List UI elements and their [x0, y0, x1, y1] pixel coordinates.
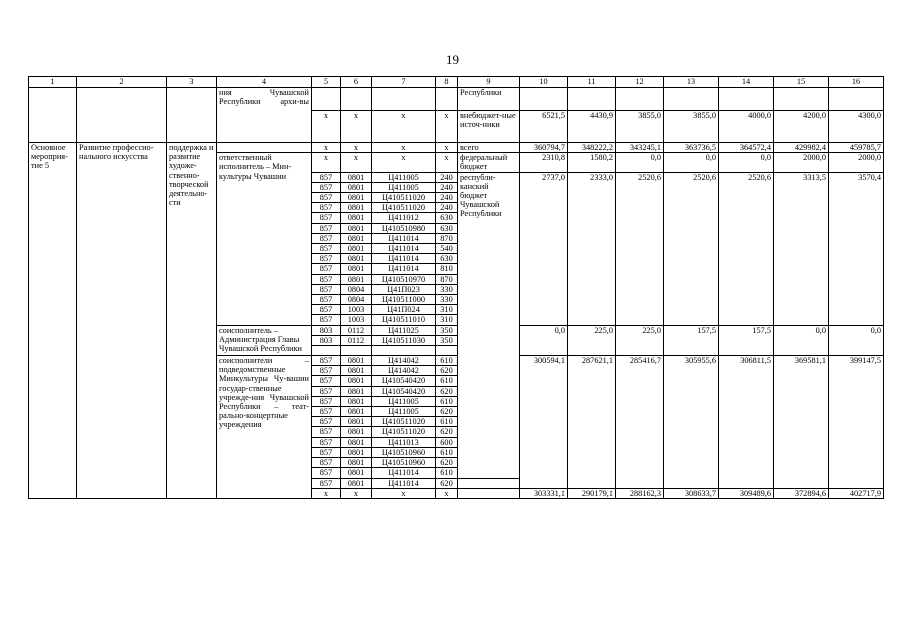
code-cell: 870 [436, 274, 458, 284]
code-cell: 857 [312, 223, 341, 233]
table-cell [719, 88, 774, 111]
source-cell: федеральный бюджет [458, 153, 520, 172]
amount-cell: 364572,4 [719, 143, 774, 153]
code-cell: Ц410510960 [372, 447, 436, 457]
amount-cell: 0,0 [774, 325, 829, 355]
table-header-row [29, 77, 884, 88]
code-cell: Ц41П024 [372, 305, 436, 315]
amount-cell: 309489,6 [719, 488, 774, 498]
code-cell: 857 [312, 274, 341, 284]
code-cell: 857 [312, 182, 341, 192]
code-cell: x [436, 153, 458, 172]
code-cell: 610 [436, 396, 458, 406]
code-cell: 610 [436, 356, 458, 366]
code-cell: 0801 [341, 468, 372, 478]
column-number: 13 [664, 77, 719, 88]
code-cell: 0801 [341, 366, 372, 376]
code-cell: 630 [436, 213, 458, 223]
amount-cell: 459785,7 [829, 143, 884, 153]
table-cell [341, 88, 372, 111]
code-cell: 0112 [341, 325, 372, 335]
column-number: 16 [829, 77, 884, 88]
code-cell: 857 [312, 213, 341, 223]
code-cell: 310 [436, 315, 458, 325]
amount-cell: 2520,6 [719, 172, 774, 325]
column-number: 10 [520, 77, 568, 88]
code-cell: x [372, 153, 436, 172]
code-cell: Ц411014 [372, 244, 436, 254]
amount-cell: 2520,6 [664, 172, 719, 325]
amount-cell: 372894,6 [774, 488, 829, 498]
code-cell: Ц411013 [372, 437, 436, 447]
amount-cell: 2333,0 [568, 172, 616, 325]
executor-cell: ответственный исполнитель – Мин-культуры Чувашии [217, 153, 312, 325]
amount-cell: 4200,0 [774, 111, 829, 143]
code-cell: 803 [312, 325, 341, 335]
amount-cell: 343245,1 [616, 143, 664, 153]
amount-cell: 285416,7 [616, 356, 664, 489]
code-cell: x [341, 153, 372, 172]
code-cell: 620 [436, 427, 458, 437]
code-cell: 857 [312, 427, 341, 437]
code-cell: 0801 [341, 478, 372, 488]
code-cell: 0801 [341, 213, 372, 223]
code-cell: 857 [312, 264, 341, 274]
code-cell: 0801 [341, 396, 372, 406]
amount-cell: 2000,0 [829, 153, 884, 172]
column-number: 1 [29, 77, 77, 88]
code-cell: 620 [436, 407, 458, 417]
code-cell: 857 [312, 417, 341, 427]
table-cell [774, 88, 829, 111]
code-cell: x [436, 488, 458, 498]
amount-cell: 0,0 [719, 153, 774, 172]
code-cell: 0801 [341, 264, 372, 274]
code-cell: Ц411014 [372, 233, 436, 243]
code-cell: 0801 [341, 193, 372, 203]
source-cell: Республики [458, 88, 520, 111]
code-cell: 857 [312, 407, 341, 417]
code-cell: x [312, 153, 341, 172]
code-cell: Ц414042 [372, 366, 436, 376]
code-cell: 540 [436, 244, 458, 254]
amount-cell: 6521,5 [520, 111, 568, 143]
code-cell: 240 [436, 203, 458, 213]
table-cell [217, 143, 312, 153]
amount-cell: 2737,0 [520, 172, 568, 325]
amount-cell: 2310,8 [520, 153, 568, 172]
source-cell: всего [458, 143, 520, 153]
amount-cell: 157,5 [719, 325, 774, 355]
amount-cell: 348222,2 [568, 143, 616, 153]
code-cell: Ц410511020 [372, 193, 436, 203]
code-cell: 857 [312, 458, 341, 468]
code-cell: 0801 [341, 427, 372, 437]
table-cell [77, 88, 167, 143]
amount-cell: 2520,6 [616, 172, 664, 325]
column-number: 15 [774, 77, 829, 88]
code-cell: Ц410511010 [372, 315, 436, 325]
code-cell: Ц410511000 [372, 295, 436, 305]
amount-cell: 2000,0 [774, 153, 829, 172]
amount-cell: 4430,9 [568, 111, 616, 143]
code-cell: Ц411005 [372, 172, 436, 182]
amount-cell: 0,0 [664, 153, 719, 172]
code-cell: 0801 [341, 233, 372, 243]
code-cell: 0801 [341, 386, 372, 396]
column-number: 8 [436, 77, 458, 88]
code-cell: 857 [312, 193, 341, 203]
code-cell: 0801 [341, 223, 372, 233]
code-cell: 857 [312, 376, 341, 386]
amount-cell: 399147,5 [829, 356, 884, 489]
code-cell: 810 [436, 264, 458, 274]
table-cell [312, 346, 341, 356]
code-cell: 870 [436, 233, 458, 243]
amount-cell: 225,0 [616, 325, 664, 355]
code-cell: 0804 [341, 295, 372, 305]
amount-cell: 363736,5 [664, 143, 719, 153]
table-cell [372, 88, 436, 111]
code-cell: 610 [436, 417, 458, 427]
table-row [29, 88, 884, 111]
amount-cell: 0,0 [520, 325, 568, 355]
activity-name-cell: Основное мероприя-тие 5 [29, 143, 77, 499]
code-cell: Ц410510970 [372, 274, 436, 284]
code-cell: 857 [312, 396, 341, 406]
code-cell: 857 [312, 172, 341, 182]
amount-cell: 369581,1 [774, 356, 829, 489]
table-cell [436, 88, 458, 111]
page-number: 19 [446, 52, 459, 67]
code-cell: 857 [312, 366, 341, 376]
code-cell: 630 [436, 223, 458, 233]
table-cell [29, 88, 77, 143]
code-cell: 240 [436, 182, 458, 192]
amount-cell: 3313,5 [774, 172, 829, 325]
code-cell: 0801 [341, 437, 372, 447]
column-number: 12 [616, 77, 664, 88]
activity-title-cell: Развитие профессио-нального искусства [77, 143, 167, 499]
amount-cell: 308633,7 [664, 488, 719, 498]
code-cell: 240 [436, 193, 458, 203]
code-cell: 610 [436, 447, 458, 457]
amount-cell: 290179,1 [568, 488, 616, 498]
code-cell: Ц414042 [372, 356, 436, 366]
source-cell: республи-канский бюджет Чувашской Республики [458, 172, 520, 478]
code-cell: 240 [436, 172, 458, 182]
code-cell: Ц411014 [372, 478, 436, 488]
source-cell: внебюджет-ные источ-ники [458, 111, 520, 143]
code-cell: Ц411005 [372, 396, 436, 406]
table-cell [312, 88, 341, 111]
executor-cell: соисполнители – подведомственные Минкультуры Чу-вашии государ-ственные учрежде-ния Чувашской Республики – теат-рально-концертные учреждения [217, 356, 312, 499]
code-cell: 857 [312, 315, 341, 325]
activity-goal-cell: поддержка и развитие художе-ственно-творческой деятельно-сти [167, 143, 217, 499]
code-cell: x [312, 143, 341, 153]
code-cell: 620 [436, 386, 458, 396]
code-cell: 857 [312, 386, 341, 396]
executor-cell: соисполнитель – Администрация Главы Чувашской Республики [217, 325, 312, 355]
code-cell: Ц411014 [372, 264, 436, 274]
amount-cell: 288162,3 [616, 488, 664, 498]
amount-cell: 0,0 [616, 153, 664, 172]
table-cell [664, 88, 719, 111]
table-cell [829, 88, 884, 111]
code-cell: Ц410510980 [372, 223, 436, 233]
code-cell: x [372, 111, 436, 143]
amount-cell: 429982,4 [774, 143, 829, 153]
amount-cell: 4300,0 [829, 111, 884, 143]
column-number: 9 [458, 77, 520, 88]
amount-cell: 306811,5 [719, 356, 774, 489]
code-cell: 857 [312, 478, 341, 488]
code-cell: 620 [436, 458, 458, 468]
code-cell: 350 [436, 335, 458, 345]
column-number: 6 [341, 77, 372, 88]
code-cell: x [341, 488, 372, 498]
code-cell: x [312, 111, 341, 143]
code-cell: x [436, 111, 458, 143]
code-cell: Ц411014 [372, 254, 436, 264]
code-cell: Ц410540420 [372, 376, 436, 386]
code-cell: Ц411005 [372, 182, 436, 192]
code-cell: 1003 [341, 315, 372, 325]
code-cell: 330 [436, 295, 458, 305]
code-cell: Ц411012 [372, 213, 436, 223]
amount-cell: 4000,0 [719, 111, 774, 143]
code-cell: 610 [436, 376, 458, 386]
code-cell: 857 [312, 203, 341, 213]
column-number: 11 [568, 77, 616, 88]
amount-cell: 225,0 [568, 325, 616, 355]
code-cell: x [436, 143, 458, 153]
table-row [29, 143, 884, 153]
code-cell: 0801 [341, 376, 372, 386]
table-cell [372, 346, 436, 356]
code-cell: 330 [436, 284, 458, 294]
code-cell: x [372, 488, 436, 498]
code-cell: 857 [312, 295, 341, 305]
code-cell: 0801 [341, 447, 372, 457]
table-cell [436, 346, 458, 356]
code-cell: 0801 [341, 182, 372, 192]
code-cell: 350 [436, 325, 458, 335]
code-cell: Ц411025 [372, 325, 436, 335]
amount-cell: 157,5 [664, 325, 719, 355]
code-cell: 630 [436, 254, 458, 264]
column-number: 7 [372, 77, 436, 88]
amount-cell: 3570,4 [829, 172, 884, 325]
code-cell: 0801 [341, 244, 372, 254]
amount-cell: 3855,0 [616, 111, 664, 143]
code-cell: Ц410511020 [372, 203, 436, 213]
table-cell [520, 88, 568, 111]
executor-cell: ния Чувашской Республики архи-вы [217, 88, 312, 143]
amount-cell: 402717,9 [829, 488, 884, 498]
code-cell: Ц410510960 [372, 458, 436, 468]
amount-cell: 287621,1 [568, 356, 616, 489]
code-cell: x [341, 143, 372, 153]
code-cell: Ц410540420 [372, 386, 436, 396]
code-cell: 0801 [341, 274, 372, 284]
code-cell: 857 [312, 233, 341, 243]
code-cell: 857 [312, 254, 341, 264]
table-cell [341, 346, 372, 356]
code-cell: 857 [312, 437, 341, 447]
column-number: 3 [167, 77, 217, 88]
code-cell: Ц411014 [372, 468, 436, 478]
amount-cell: 303331,1 [520, 488, 568, 498]
amount-cell: 300594,1 [520, 356, 568, 489]
code-cell: Ц41П023 [372, 284, 436, 294]
code-cell: x [312, 488, 341, 498]
code-cell: 0801 [341, 417, 372, 427]
code-cell: x [341, 111, 372, 143]
code-cell: 803 [312, 335, 341, 345]
code-cell: 600 [436, 437, 458, 447]
code-cell: 857 [312, 447, 341, 457]
code-cell: 620 [436, 478, 458, 488]
code-cell: 0801 [341, 203, 372, 213]
code-cell: x [372, 143, 436, 153]
code-cell: 857 [312, 356, 341, 366]
code-cell: Ц410511020 [372, 417, 436, 427]
code-cell: Ц410511030 [372, 335, 436, 345]
budget-table [28, 76, 884, 499]
code-cell: Ц411005 [372, 407, 436, 417]
table-cell [568, 88, 616, 111]
code-cell: 0801 [341, 407, 372, 417]
table-cell [167, 88, 217, 143]
column-number: 5 [312, 77, 341, 88]
table-cell [458, 488, 520, 498]
amount-cell: 1580,2 [568, 153, 616, 172]
code-cell: 857 [312, 284, 341, 294]
column-number: 2 [77, 77, 167, 88]
code-cell: 310 [436, 305, 458, 315]
code-cell: 0801 [341, 254, 372, 264]
amount-cell: 0,0 [829, 325, 884, 355]
code-cell: Ц410511020 [372, 427, 436, 437]
code-cell: 857 [312, 305, 341, 315]
code-cell: 0801 [341, 458, 372, 468]
column-number: 14 [719, 77, 774, 88]
code-cell: 0112 [341, 335, 372, 345]
code-cell: 1003 [341, 305, 372, 315]
table-cell [616, 88, 664, 111]
amount-cell: 3855,0 [664, 111, 719, 143]
amount-cell: 305955,6 [664, 356, 719, 489]
code-cell: 857 [312, 468, 341, 478]
code-cell: 0801 [341, 356, 372, 366]
code-cell: 0801 [341, 172, 372, 182]
code-cell: 0804 [341, 284, 372, 294]
code-cell: 610 [436, 468, 458, 478]
column-number: 4 [217, 77, 312, 88]
code-cell: 620 [436, 366, 458, 376]
amount-cell: 360794,7 [520, 143, 568, 153]
code-cell: 857 [312, 244, 341, 254]
